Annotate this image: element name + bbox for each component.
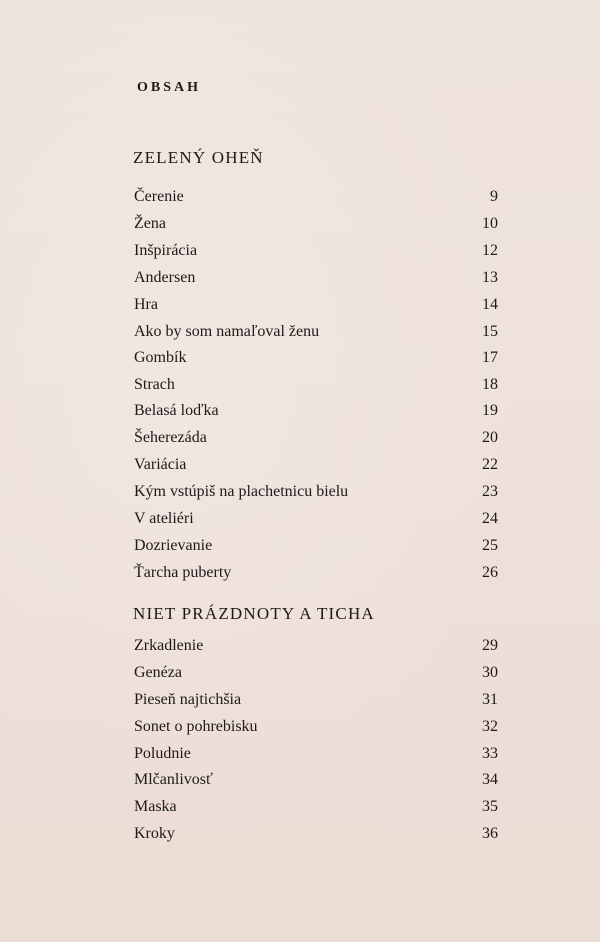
entry-page-number: 31: [482, 691, 498, 708]
entry-title: Inšpirácia: [134, 242, 198, 259]
toc-entry: [134, 795, 498, 819]
toc-entry: [134, 480, 498, 504]
entry-title: Ťarcha puberty: [134, 564, 232, 581]
entry-title: Belasá loďka: [134, 402, 219, 419]
page-title: OBSAH: [137, 80, 202, 95]
entry-title: Dozrievanie: [134, 537, 213, 554]
toc-entry: [134, 346, 498, 370]
entry-title: Sonet o pohrebisku: [134, 718, 258, 735]
entry-title: Gombík: [134, 349, 187, 366]
entry-page-number: 19: [482, 402, 498, 419]
entry-page-number: 36: [482, 825, 498, 842]
toc-entry: [134, 768, 498, 792]
entry-page-number: 26: [482, 564, 498, 581]
entry-title: Hra: [134, 296, 158, 313]
toc-entry: [134, 320, 498, 344]
entry-title: Šeherezáda: [134, 429, 207, 446]
toc-entry: [134, 634, 498, 658]
entry-page-number: 13: [482, 269, 498, 286]
entry-page-number: 29: [482, 637, 498, 654]
entry-page-number: 9: [490, 188, 498, 205]
toc-entry: [134, 507, 498, 531]
entry-page-number: 33: [482, 745, 498, 762]
toc-entry: [134, 239, 498, 263]
entry-page-number: 17: [482, 349, 498, 366]
entry-page-number: 24: [482, 510, 498, 527]
entry-title: Zrkadlenie: [134, 637, 204, 654]
entry-page-number: 15: [482, 323, 498, 340]
toc-entry: [134, 212, 498, 236]
entry-page-number: 30: [482, 664, 498, 681]
toc-entry: [134, 293, 498, 317]
entry-title: Ako by som namaľoval ženu: [134, 323, 320, 340]
section-title-zeleny-ohen: ZELENÝ OHEŇ: [133, 148, 264, 167]
entry-page-number: 10: [482, 215, 498, 232]
toc-entry: [134, 185, 498, 209]
entry-title: Pieseň najtichšia: [134, 691, 242, 708]
entry-page-number: 34: [482, 771, 498, 788]
toc-entry: [134, 742, 498, 766]
entry-title: Maska: [134, 798, 177, 815]
entry-page-number: 25: [482, 537, 498, 554]
entry-page-number: 20: [482, 429, 498, 446]
toc-entry: [134, 661, 498, 685]
section-title-niet-prazdnoty: NIET PRÁZDNOTY A TICHA: [133, 604, 375, 623]
entry-title: Variácia: [134, 456, 187, 473]
toc-entry: [134, 453, 498, 477]
entry-title: Poludnie: [134, 745, 191, 762]
entry-title: Mlčanlivosť: [134, 771, 213, 788]
entry-page-number: 22: [482, 456, 498, 473]
toc-entry: [134, 266, 498, 290]
entry-page-number: 14: [482, 296, 498, 313]
entry-title: Čerenie: [134, 188, 184, 205]
entry-title: V ateliéri: [134, 510, 194, 527]
toc-entry: [134, 426, 498, 450]
entry-title: Strach: [134, 376, 175, 393]
entry-page-number: 35: [482, 798, 498, 815]
toc-entry: [134, 534, 498, 558]
toc-entry: [134, 399, 498, 423]
toc-entry: [134, 715, 498, 739]
entry-title: Kým vstúpiš na plachetnicu bielu: [134, 483, 349, 500]
entry-title: Andersen: [134, 269, 196, 286]
toc-entry: [134, 688, 498, 712]
entry-page-number: 18: [482, 376, 498, 393]
entry-title: Žena: [134, 215, 166, 232]
entry-title: Kroky: [134, 825, 175, 842]
entry-page-number: 12: [482, 242, 498, 259]
toc-entry: [134, 561, 498, 585]
entry-page-number: 23: [482, 483, 498, 500]
toc-entry: [134, 822, 498, 846]
toc-entry: [134, 373, 498, 397]
entry-title: Genéza: [134, 664, 182, 681]
entry-page-number: 32: [482, 718, 498, 735]
